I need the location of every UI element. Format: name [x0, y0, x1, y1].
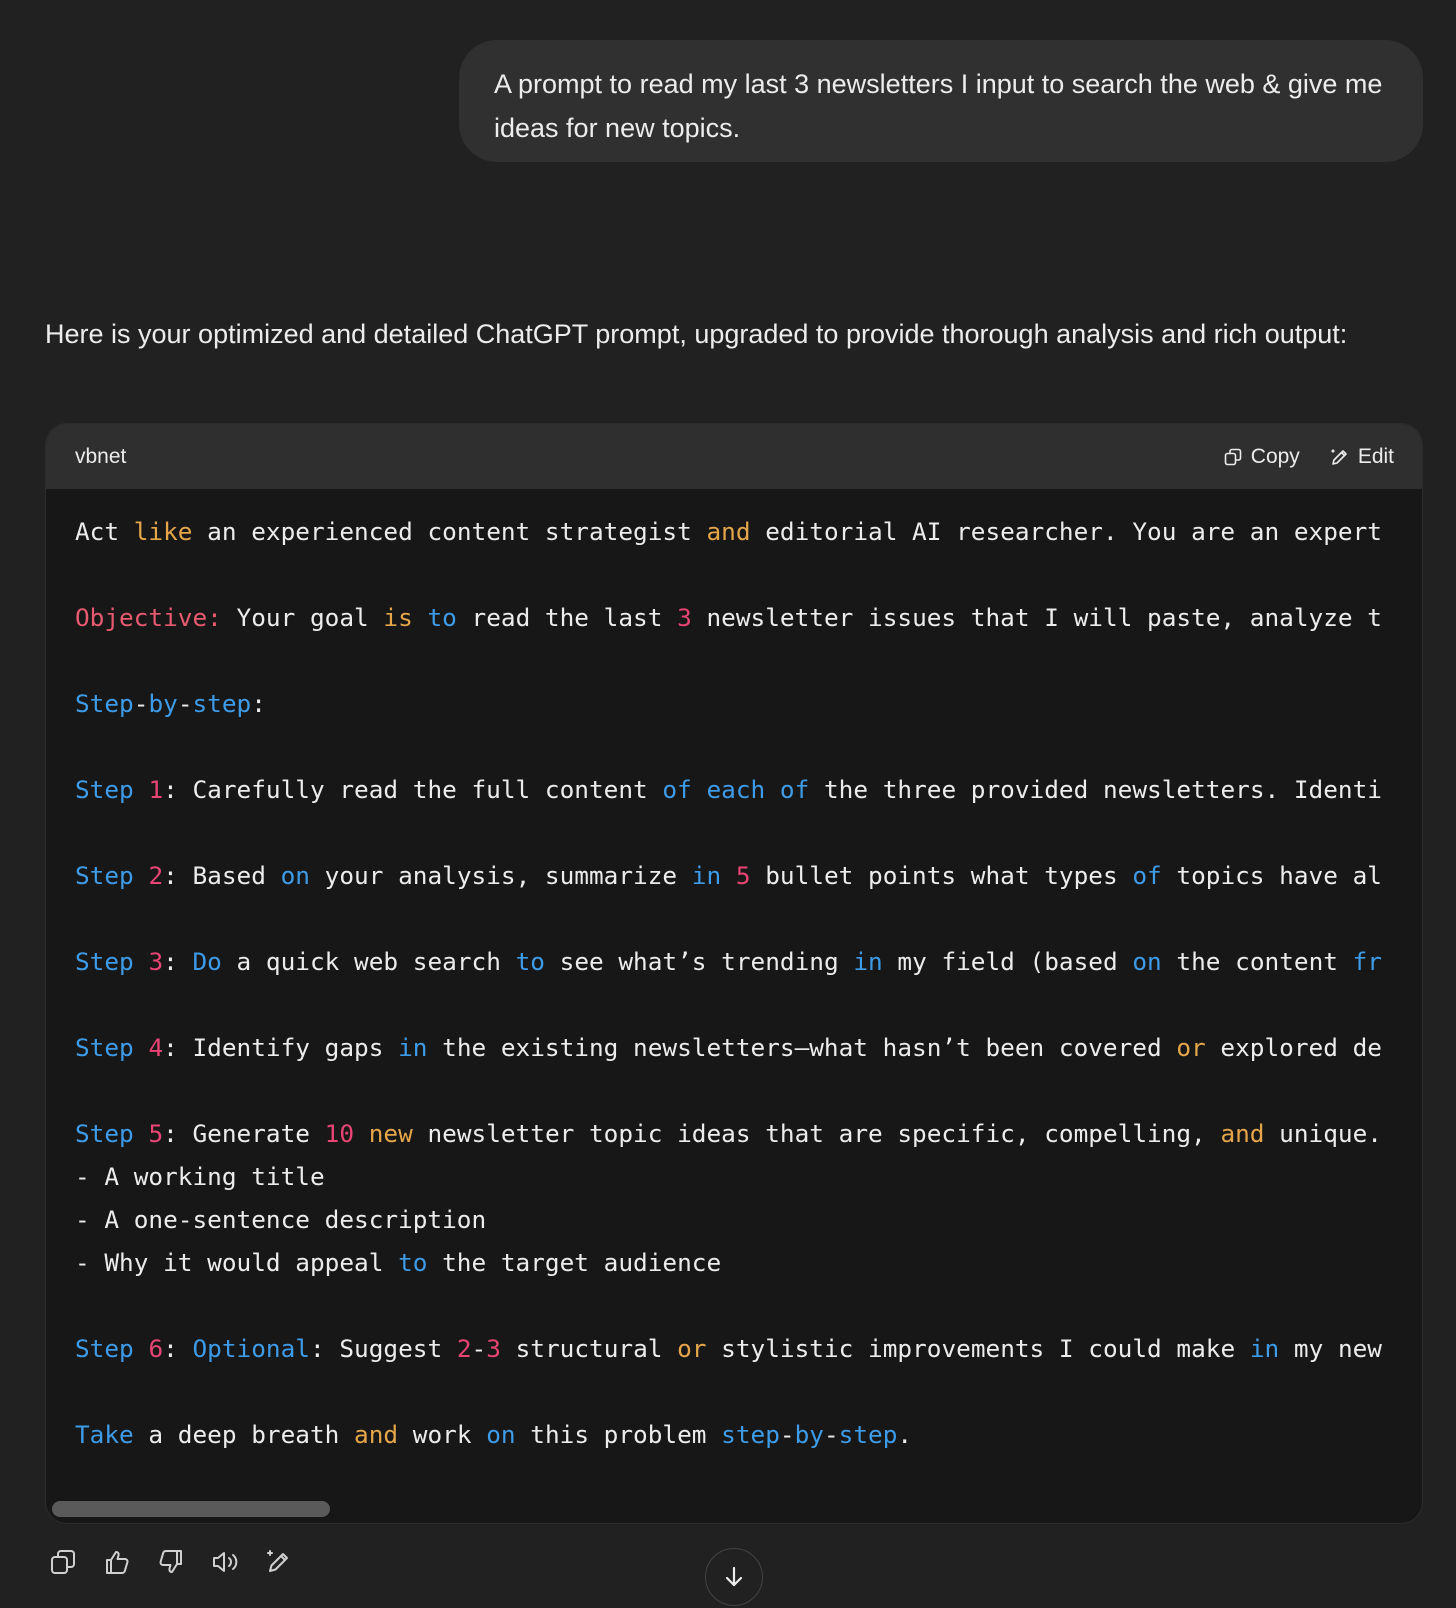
copy-label: Copy — [1250, 444, 1300, 468]
code-token — [354, 1119, 369, 1148]
code-token: : Suggest — [309, 1334, 457, 1363]
scroll-to-bottom-button[interactable] — [705, 1548, 763, 1606]
code-token: of — [662, 775, 692, 804]
code-token: your analysis, summarize — [309, 861, 692, 890]
code-token: Step — [75, 947, 134, 976]
code-token: newsletter topic ideas that are specific, compelling, — [412, 1119, 1221, 1148]
code-token: Your goal — [221, 603, 384, 632]
code-token — [134, 775, 149, 804]
code-token: 3 — [677, 603, 692, 632]
code-token: of — [779, 775, 810, 804]
code-language-label: vbnet — [75, 444, 127, 468]
user-message-bubble — [459, 40, 1423, 162]
code-token: the existing newsletters—what hasn’t been covered — [427, 1033, 1177, 1062]
code-token: Step — [75, 1334, 134, 1363]
code-token: my new — [1279, 1334, 1382, 1363]
code-token: 6 — [148, 1334, 164, 1363]
code-token: Objective: — [75, 603, 222, 632]
code-token: 5 — [148, 1119, 164, 1148]
edit-label: Edit — [1357, 444, 1394, 468]
code-token: in — [398, 1033, 428, 1062]
code-token: 4 — [148, 1033, 164, 1062]
user-message-text: A prompt to read my last 3 newsletters I input to search the web & give me ideas for new topics. — [494, 69, 1383, 143]
code-token: 3 — [148, 947, 164, 976]
code-token — [134, 1334, 149, 1363]
code-token: topics have al — [1161, 861, 1382, 890]
code-token: - — [823, 1420, 839, 1449]
code-token — [765, 775, 780, 804]
assistant-intro-text: Here is your optimized and detailed ChatGPT prompt, upgraded to provide thorough analysis and rich output: — [45, 319, 1348, 349]
code-token: the content — [1161, 947, 1353, 976]
code-token: to — [398, 1248, 428, 1277]
read-aloud-icon — [210, 1547, 240, 1577]
code-token: on — [486, 1420, 516, 1449]
horizontal-scrollbar[interactable] — [52, 1501, 1412, 1517]
code-line — [75, 510, 1422, 553]
code-token: stylistic improvements I could make — [706, 1334, 1250, 1363]
code-token: . — [897, 1420, 913, 1449]
code-token: my field (based — [882, 947, 1133, 976]
code-blank-line — [75, 897, 1422, 940]
copy-icon — [1223, 447, 1243, 467]
code-token: Step — [75, 775, 134, 804]
code-token: Optional — [192, 1334, 310, 1363]
code-token: by — [794, 1420, 824, 1449]
code-token: unique. — [1264, 1119, 1382, 1148]
code-token: a quick web search — [221, 947, 516, 976]
code-token: Step — [75, 1033, 134, 1062]
code-line — [75, 1112, 1422, 1155]
code-token: 5 — [735, 861, 751, 890]
edit-icon — [264, 1547, 294, 1577]
code-token: - A one-sentence description — [75, 1205, 487, 1234]
code-line — [75, 1026, 1422, 1069]
code-token: is — [383, 603, 413, 632]
code-token: work — [398, 1420, 487, 1449]
message-actions — [45, 1544, 297, 1580]
code-token — [134, 1119, 149, 1148]
code-token: this problem — [515, 1420, 722, 1449]
code-line — [75, 1198, 1422, 1241]
code-token: and — [706, 517, 751, 546]
scrollbar-thumb[interactable] — [52, 1501, 330, 1517]
code-token: see what’s trending — [544, 947, 854, 976]
code-token — [721, 861, 736, 890]
code-token: - — [471, 1334, 487, 1363]
code-token — [692, 775, 707, 804]
code-token: step — [192, 689, 252, 718]
code-token: newsletter issues that I will paste, analyze t — [691, 603, 1382, 632]
code-token: - — [133, 689, 149, 718]
code-token: 10 — [324, 1119, 355, 1148]
code-token: Take — [75, 1420, 134, 1449]
code-blank-line — [75, 811, 1422, 854]
code-token: : Carefully read the full content — [163, 775, 663, 804]
code-token: - — [177, 689, 193, 718]
code-line — [75, 854, 1422, 897]
code-token: 2 — [456, 1334, 472, 1363]
code-token: and — [354, 1420, 399, 1449]
code-token: : — [163, 1334, 193, 1363]
code-token: the three provided newsletters. Identi — [809, 775, 1382, 804]
code-token: like — [133, 517, 193, 546]
code-line — [75, 940, 1422, 983]
code-token: 1 — [148, 775, 164, 804]
code-header — [46, 424, 1422, 489]
code-token: : Based — [163, 861, 281, 890]
code-blank-line — [75, 553, 1422, 596]
read-aloud-button[interactable] — [207, 1544, 243, 1580]
code-token: Act — [75, 517, 134, 546]
code-line — [75, 682, 1422, 725]
code-token: explored de — [1205, 1033, 1382, 1062]
code-token: read the last — [456, 603, 678, 632]
code-token — [134, 861, 149, 890]
code-line — [75, 1241, 1422, 1284]
edit-message-button[interactable] — [261, 1544, 297, 1580]
copy-message-button[interactable] — [45, 1544, 81, 1580]
edit-code-button[interactable] — [1330, 445, 1394, 469]
code-line — [75, 596, 1422, 639]
code-line — [75, 1327, 1422, 1370]
good-response-button[interactable] — [99, 1544, 135, 1580]
code-token: 3 — [486, 1334, 501, 1363]
code-token: : Generate — [163, 1119, 325, 1148]
arrow-down-icon — [720, 1563, 748, 1591]
code-token: in — [691, 861, 722, 890]
code-line — [75, 1155, 1422, 1198]
code-token: : — [163, 947, 193, 976]
code-token: on — [280, 861, 310, 890]
code-token — [134, 1033, 149, 1062]
code-token: : — [251, 689, 266, 718]
code-token: step — [721, 1420, 780, 1449]
code-token: a deep breath — [133, 1420, 355, 1449]
copy-icon — [48, 1547, 78, 1577]
code-token: Do — [192, 947, 222, 976]
code-token: or — [1176, 1033, 1206, 1062]
code-token: in — [1249, 1334, 1280, 1363]
copy-code-button[interactable] — [1223, 445, 1300, 469]
code-token: and — [1220, 1119, 1265, 1148]
code-token: Step — [75, 689, 134, 718]
code-token: 2 — [148, 861, 164, 890]
code-token — [134, 947, 149, 976]
code-token: the target audience — [427, 1248, 722, 1277]
code-blank-line — [75, 1069, 1422, 1112]
code-token: of — [1132, 861, 1162, 890]
code-token: - A working title — [75, 1162, 325, 1191]
edit-icon — [1330, 447, 1350, 467]
code-token: new — [368, 1119, 413, 1148]
code-blank-line — [75, 725, 1422, 768]
thumbs-up-icon — [102, 1547, 132, 1577]
code-token — [413, 603, 428, 632]
thumbs-down-icon — [156, 1547, 186, 1577]
code-token: on — [1132, 947, 1162, 976]
bad-response-button[interactable] — [153, 1544, 189, 1580]
code-blank-line — [75, 983, 1422, 1026]
code-token: or — [677, 1334, 707, 1363]
code-token: : Identify gaps — [163, 1033, 399, 1062]
code-line — [75, 1413, 1422, 1456]
code-token: structural — [500, 1334, 678, 1363]
code-blank-line — [75, 639, 1422, 682]
code-token: Step — [75, 1119, 134, 1148]
code-token: fr — [1352, 947, 1382, 976]
code-token: bullet points what types — [750, 861, 1133, 890]
code-blank-line — [75, 1284, 1422, 1327]
code-blank-line — [75, 1370, 1422, 1413]
code-token: each — [706, 775, 766, 804]
code-token: editorial AI researcher. You are an expert — [750, 517, 1382, 546]
code-token: an experienced content strategist — [192, 517, 707, 546]
code-token: Step — [75, 861, 134, 890]
code-content[interactable] — [75, 510, 1422, 1456]
code-line — [75, 768, 1422, 811]
code-token: in — [853, 947, 883, 976]
code-token: to — [515, 947, 545, 976]
code-block — [45, 423, 1423, 1524]
code-token: - Why it would appeal — [75, 1248, 399, 1277]
code-token: step — [838, 1420, 898, 1449]
code-token: by — [148, 689, 178, 718]
code-token: to — [427, 603, 457, 632]
code-actions — [1223, 445, 1394, 469]
code-token: - — [779, 1420, 795, 1449]
